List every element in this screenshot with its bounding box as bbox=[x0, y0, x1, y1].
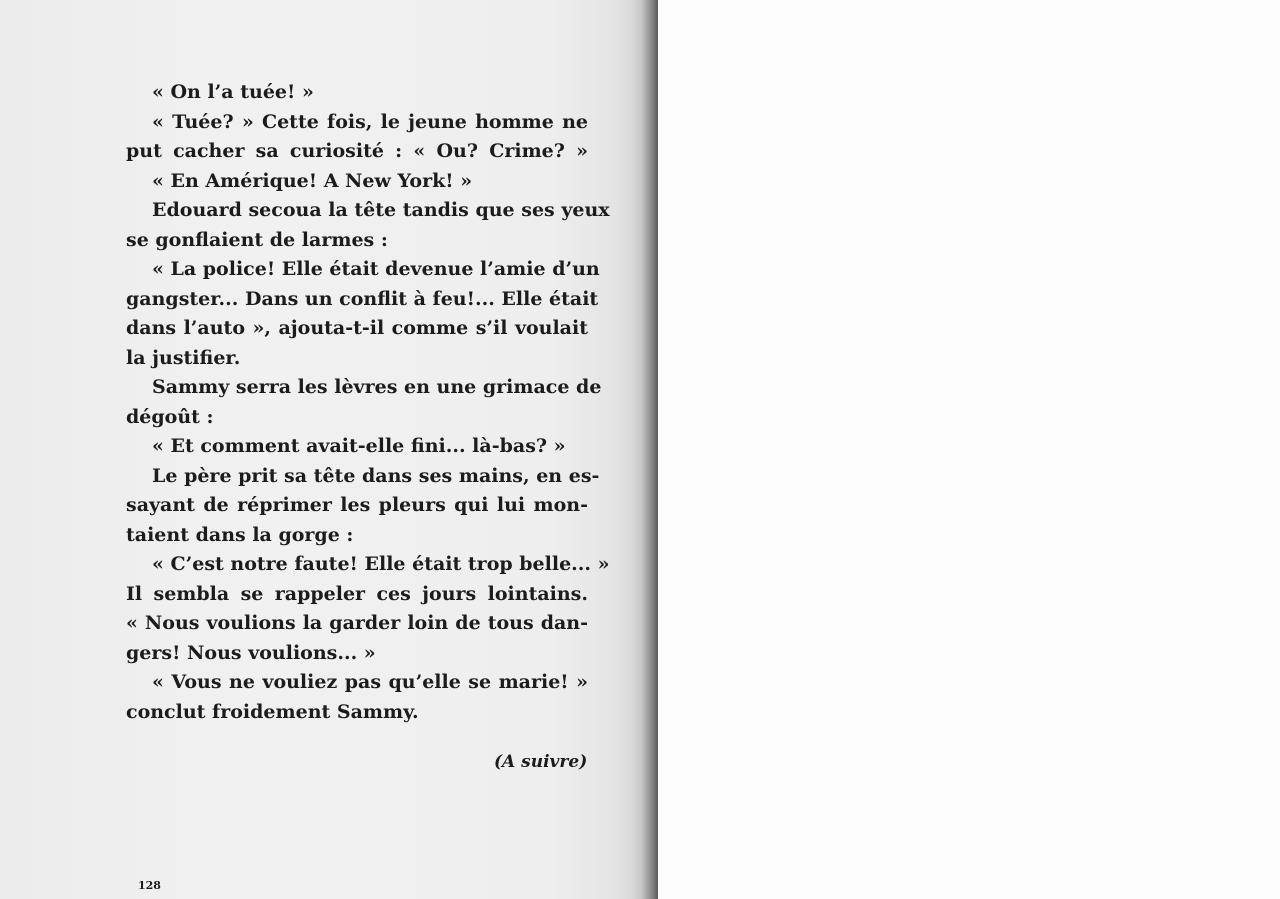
text-line: dégoût : bbox=[126, 405, 214, 428]
text-line: la justifier. bbox=[126, 346, 241, 369]
text-line: put cacher sa curiosité : « Ou? Crime? » bbox=[126, 140, 588, 162]
text-line: « Et comment avait-elle fini... là-bas? » bbox=[152, 435, 566, 457]
text-line: Le père prit sa tête dans ses mains, en es- bbox=[152, 464, 600, 487]
text-line: sayant de réprimer les pleurs qui lui mon- bbox=[126, 494, 588, 516]
right-page-blank bbox=[658, 0, 1280, 899]
text-line: « On l’a tuée! » bbox=[152, 81, 314, 103]
text-line: conclut froidement Sammy. bbox=[126, 700, 419, 723]
text-line: « Vous ne vouliez pas qu’elle se marie! » bbox=[152, 671, 588, 693]
book-gutter bbox=[632, 0, 658, 899]
text-line: taient dans la gorge : bbox=[126, 523, 354, 546]
text-line: « La police! Elle était devenue l’amie d’un bbox=[152, 258, 600, 280]
page-number: 128 bbox=[138, 879, 161, 892]
text-line: gers! Nous voulions... » bbox=[126, 641, 376, 664]
text-line: gangster... Dans un conflit à feu!... Elle était bbox=[126, 287, 599, 310]
text-line: Edouard secoua la tête tandis que ses yeux bbox=[152, 199, 610, 221]
text-line: Sammy serra les lèvres en une grimace de bbox=[152, 376, 602, 398]
text-line: Il sembla se rappeler ces jours lointains. bbox=[126, 582, 588, 605]
text-line: « En Amérique! A New York! » bbox=[152, 169, 473, 192]
continuation-note: (A suivre) bbox=[494, 752, 588, 772]
text-line: dans l’auto », ajouta-t-il comme s’il voulait bbox=[126, 317, 588, 339]
text-line: « Tuée? » Cette fois, le jeune homme ne bbox=[152, 110, 588, 133]
body-text bbox=[126, 78, 610, 727]
text-line: se gonflaient de larmes : bbox=[126, 228, 388, 251]
text-line: « Nous voulions la garder loin de tous dan- bbox=[126, 612, 588, 634]
text-line: « C’est notre faute! Elle était trop belle... » bbox=[152, 553, 610, 575]
